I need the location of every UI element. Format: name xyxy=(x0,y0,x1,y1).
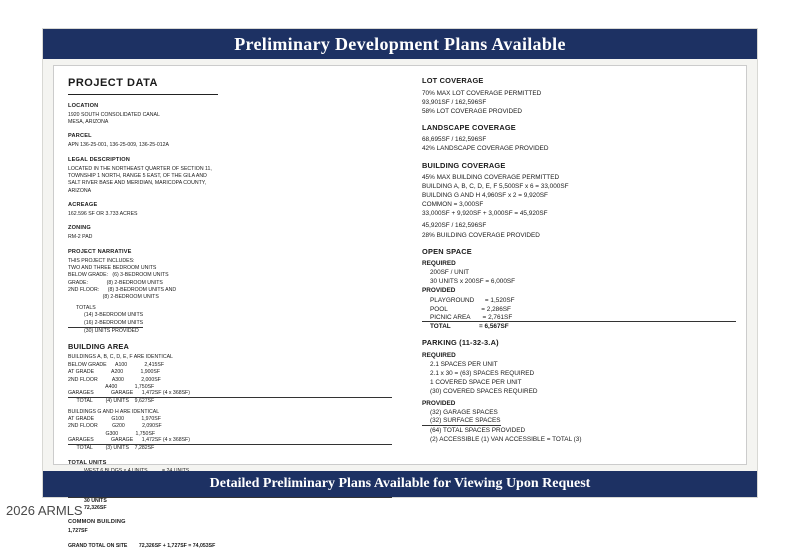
narrative-total: (30) UNITS PROVIDED xyxy=(84,327,139,334)
legal-line: SALT RIVER BASE AND MERIDIAN, MARICOPA COUNTY, xyxy=(68,180,206,187)
section-location xyxy=(68,103,392,127)
parcel-heading: PARCEL xyxy=(68,133,92,140)
parking-required-line: 2.1 x 30 = (63) SPACES REQUIRED xyxy=(430,369,535,377)
legal-line: TOWNSHIP 1 NORTH, RANGE 5 EAST, OF THE GILA AND xyxy=(68,172,207,179)
narrative-line: GRADE: (8) 2-BEDROOM UNITS xyxy=(68,279,163,286)
building-coverage-heading: BUILDING COVERAGE xyxy=(422,160,506,170)
building-area-group2-total: TOTAL (3) UNITS 7,282SF xyxy=(68,445,155,452)
building-area-group1-total: TOTAL (4) UNITS 9,627SF xyxy=(68,398,155,405)
narrative-line: (8) 2-BEDROOM UNITS xyxy=(68,294,159,301)
parking-provided-line: (32) GARAGE SPACES xyxy=(430,409,498,417)
narrative-line: TWO AND THREE BEDROOM UNITS xyxy=(68,264,157,271)
parking-required-label: REQUIRED xyxy=(422,351,456,359)
acreage-line: 162.596 SF OR 3.733 ACRES xyxy=(68,210,138,217)
common-building-value: 1,727SF xyxy=(68,528,88,535)
acreage-heading: ACREAGE xyxy=(68,202,98,209)
parking-provided-line: (64) TOTAL SPACES PROVIDED xyxy=(430,426,526,434)
building-area-row: GARAGES GARAGE 1,472SF (4 x 368SF) xyxy=(68,391,392,398)
zoning-line: RM-2 PAD xyxy=(68,234,93,241)
parking-required-line: (30) COVERED SPACES REQUIRED xyxy=(430,388,538,396)
building-area-row: 2ND FLOOR A300 2,000SF xyxy=(68,376,161,383)
open-space-provided-label: PROVIDED xyxy=(422,287,456,295)
page-title: PROJECT DATA xyxy=(68,76,218,95)
section-acreage xyxy=(68,202,392,218)
legal-line: ARIZONA xyxy=(68,187,92,194)
building-area-row: GARAGES GARAGE 1,472SF (4 x 368SF) xyxy=(68,438,392,445)
location-line: MESA, ARIZONA xyxy=(68,118,109,125)
building-coverage-line: 33,000SF + 9,920SF + 3,000SF = 45,920SF xyxy=(422,210,548,218)
section-project-narrative xyxy=(68,249,392,335)
parking-required-line: 1 COVERED SPACE PER UNIT xyxy=(430,379,522,386)
parking-required-line: 2.1 SPACES PER UNIT xyxy=(430,360,498,368)
building-coverage-line: COMMON = 3,000SF xyxy=(422,201,484,209)
building-coverage-line: 45,920SF / 162,596SF xyxy=(422,222,487,230)
top-banner-title: Preliminary Development Plans Available xyxy=(234,33,566,54)
landscape-coverage-heading: LANDSCAPE COVERAGE xyxy=(422,122,516,132)
grand-total-label: GRAND TOTAL ON SITE xyxy=(68,542,128,549)
building-area-row: AT GRADE G100 1,970SF xyxy=(68,416,161,423)
section-grand-total xyxy=(68,543,392,550)
building-area-row: BELOW GRADE A100 2,415SF xyxy=(68,361,165,368)
zoning-heading: ZONING xyxy=(68,225,91,232)
narrative-totals-label: TOTALS xyxy=(76,304,96,311)
narrative-line: 2ND FLOOR: (8) 3-BEDROOM UNITS AND xyxy=(68,287,177,294)
parking-provided-line: (32) SURFACE SPACES xyxy=(422,417,501,425)
open-space-provided-total: TOTAL = 6,567SF xyxy=(430,323,509,331)
section-building-coverage xyxy=(422,161,736,240)
narrative-total: (16) 2-BEDROOM UNITS xyxy=(68,321,143,328)
building-area-row: A400 1,750SF xyxy=(68,383,155,390)
watermark: 2026 ARMLS xyxy=(6,503,83,518)
building-coverage-line: BUILDING G AND H 4,960SF x 2 = 9,920SF xyxy=(422,192,548,200)
section-open-space xyxy=(422,247,736,332)
section-zoning xyxy=(68,225,392,241)
section-common-building xyxy=(68,519,392,535)
narrative-heading: PROJECT NARRATIVE xyxy=(68,248,132,255)
building-area-row: 2ND FLOOR G200 2,090SF xyxy=(68,423,162,430)
common-building-heading: COMMON BUILDING xyxy=(68,519,126,526)
location-line: 1920 SOUTH CONSOLIDATED CANAL xyxy=(68,111,160,118)
bottom-banner xyxy=(43,471,757,497)
open-space-heading: OPEN SPACE xyxy=(422,246,472,256)
legal-heading: LEGAL DESCRIPTION xyxy=(68,156,131,163)
building-area-row: AT GRADE A200 1,900SF xyxy=(68,369,161,376)
total-units-total-units: 30 UNITS xyxy=(84,497,107,504)
section-landscape-coverage xyxy=(422,123,736,154)
open-space-required-label: REQUIRED xyxy=(422,260,456,268)
section-parking xyxy=(422,338,736,444)
narrative-line: THIS PROJECT INCLUDES: xyxy=(68,257,135,264)
lot-coverage-line: 70% MAX LOT COVERAGE PERMITTED xyxy=(422,89,542,97)
parcel-line: APN 136-25-001, 136-25-009, 136-25-012A xyxy=(68,142,169,149)
building-area-group2-title: BUILDINGS G AND H ARE IDENTICAL xyxy=(68,408,160,415)
top-banner xyxy=(43,29,757,59)
building-coverage-line: 28% BUILDING COVERAGE PROVIDED xyxy=(422,231,540,239)
lot-coverage-line: 58% LOT COVERAGE PROVIDED xyxy=(422,107,523,115)
narrative-line: BELOW GRADE: (6) 3-BEDROOM UNITS xyxy=(68,272,169,279)
building-coverage-line: 45% MAX BUILDING COVERAGE PERMITTED xyxy=(422,174,560,182)
section-parcel xyxy=(68,133,392,149)
narrative-total: (14) 3-BEDROOM UNITS xyxy=(84,312,144,319)
total-units-heading: TOTAL UNITS xyxy=(68,459,107,466)
section-building-area xyxy=(68,342,392,453)
section-lot-coverage xyxy=(422,76,736,116)
legal-line: LOCATED IN THE NORTHEAST QUARTER OF SECTION 11, xyxy=(68,165,212,172)
parking-provided-line: (2) ACCESSIBLE (1) VAN ACCESSIBLE = TOTAL (3) xyxy=(430,435,582,443)
lot-coverage-heading: LOT COVERAGE xyxy=(422,76,484,85)
lot-coverage-line: 93,901SF / 162,596SF xyxy=(422,98,487,106)
building-coverage-line: BUILDING A, B, C, D, E, F 5,500SF x 6 = 33,000SF xyxy=(422,183,569,191)
building-area-heading: BUILDING AREA xyxy=(68,341,130,351)
open-space-provided-row: PLAYGROUND = 1,520SF xyxy=(430,296,515,304)
building-area-group1-title: BUILDINGS A, B, C, D, E, F ARE IDENTICAL xyxy=(68,354,173,361)
open-space-required-line: 30 UNITS x 200SF = 6,000SF xyxy=(430,278,516,286)
location-heading: LOCATION xyxy=(68,102,99,109)
open-space-provided-row: POOL = 2,286SF xyxy=(430,305,511,313)
bottom-banner-title: Detailed Preliminary Plans Available for Viewing Upon Request xyxy=(209,476,591,491)
grand-total-value: 72,326SF + 1,727SF = 74,053SF xyxy=(138,542,216,549)
total-units-total-sf: 72,326SF xyxy=(84,504,107,511)
building-area-row: G300 1,750SF xyxy=(68,430,156,437)
site-metrics-column xyxy=(400,66,746,464)
section-legal-description xyxy=(68,157,392,195)
open-space-required-line: 200SF / UNIT xyxy=(430,269,470,277)
parking-heading: PARKING (11-32-3.A) xyxy=(422,338,499,348)
open-space-provided-row: PICNIC AREA = 2,761SF xyxy=(422,314,736,322)
landscape-coverage-line: 68,695SF / 162,596SF xyxy=(422,136,487,144)
parking-provided-label: PROVIDED xyxy=(422,400,456,408)
landscape-coverage-line: 42% LANDSCAPE COVERAGE PROVIDED xyxy=(422,145,549,153)
